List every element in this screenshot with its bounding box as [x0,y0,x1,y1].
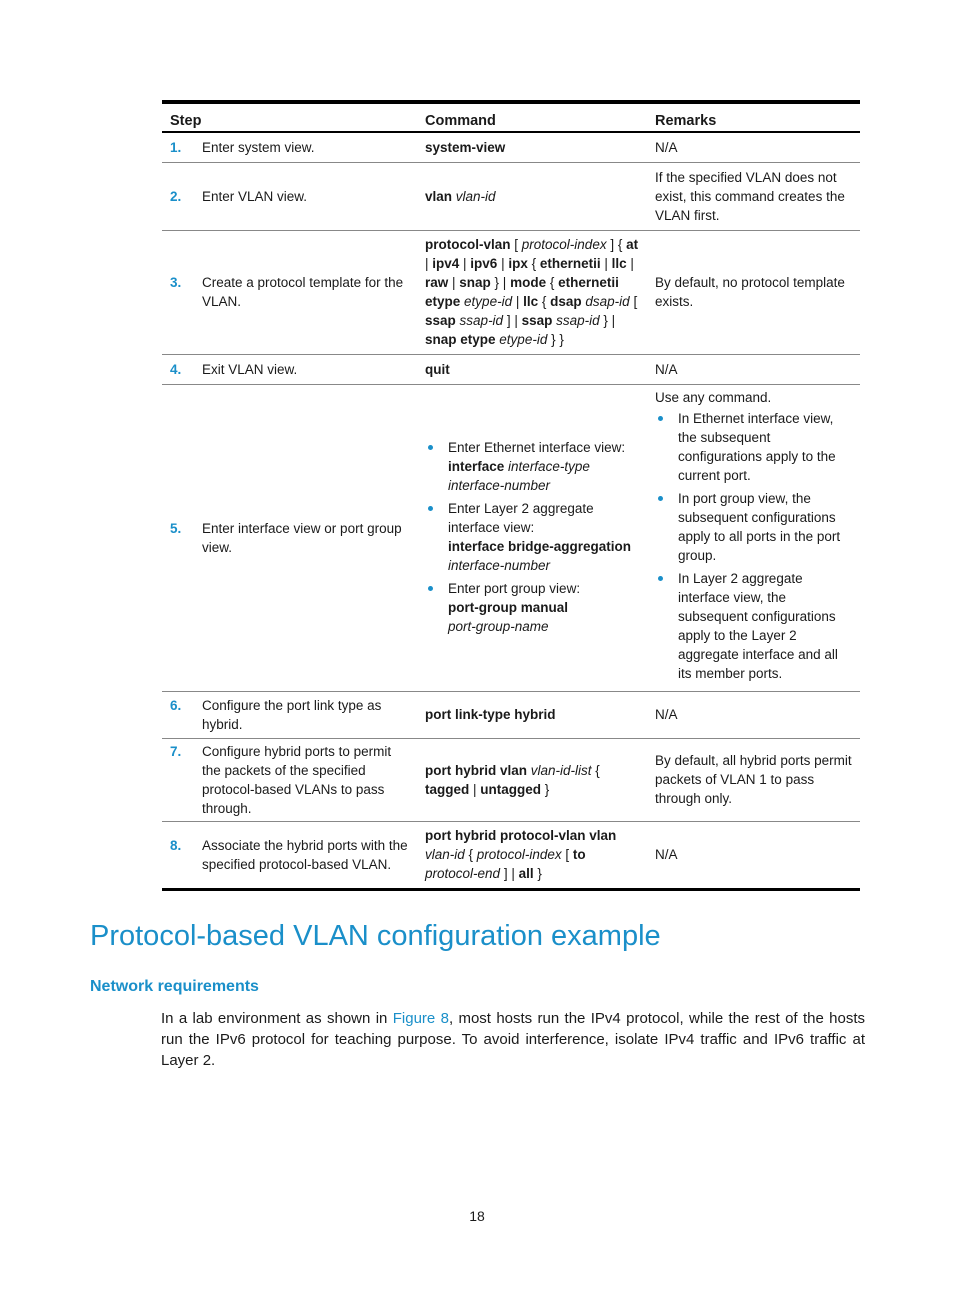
step-text: Enter system view. [202,139,315,155]
command-cell: protocol-vlan [ protocol-index ] { at | ipv4 | ipv6 | ipx { ethernetii | llc | raw | snap } | mode { ethernetii etype etype-id | llc { dsap dsap-id [ ssap ssap-id ] | ssap ssap-id } | snap etype etype-id } } [417,230,647,354]
step-text: Exit VLAN view. [202,361,298,377]
step-number: 7. [170,743,182,759]
step-number: 4. [170,361,182,377]
step-number: 6. [170,697,182,713]
remarks-cell: N/A [647,821,860,889]
header-command: Command [417,102,647,132]
table-row [162,162,860,230]
section-title: Protocol-based VLAN configuration example [90,920,661,952]
table-row [162,691,860,738]
remarks-cell: By default, all hybrid ports permit packets of VLAN 1 to pass through only. [647,738,860,821]
step-text: Enter interface view or port group view. [202,520,402,555]
command-cell [417,132,647,162]
remarks-intro: Use any command. [655,390,772,405]
step-text: Configure hybrid ports to permit the packets of the specified protocol-based VLANs to pass through. [202,743,392,816]
step-number: 8. [170,837,182,853]
step-number: 3. [170,275,182,290]
step-text: Configure the port link type as hybrid. [202,697,382,732]
command-cell: port link-type hybrid [417,691,647,738]
list-item: In port group view, the subsequent configurations apply to all ports in the port group. [655,489,852,565]
table-row [162,230,860,354]
remarks-cell: N/A [647,132,860,162]
body-paragraph: In a lab environment as shown in Figure 8, most hosts run the IPv4 protocol, while the rest of the hosts run the IPv6 protocol for teaching purpose. To avoid interference, isolate IPv4 traffic and IPv6 traffic at Layer 2. [161,1010,865,1069]
cmd-keyword: system-view [425,139,506,155]
list-item: In Layer 2 aggregate interface view, the subsequent configurations apply to the Layer 2 aggregate interface and all its member ports. [655,569,852,683]
remarks-cell: N/A [647,691,860,738]
table-header-row [162,102,860,132]
figure-link[interactable]: Figure 8 [392,1010,449,1027]
table-row [162,384,860,691]
command-cell: vlan vlan-id [417,162,647,230]
command-cell: port hybrid protocol-vlan vlan vlan-id { protocol-index [ to protocol-end ] | all } [417,821,647,889]
step-number: 1. [170,139,182,155]
list-item: Enter Ethernet interface view: interface interface-type interface-number [425,438,639,495]
table-row [162,354,860,384]
subsection-title: Network requirements [90,978,259,995]
step-text: Enter VLAN view. [202,188,308,204]
remarks-cell [647,384,860,691]
remarks-cell: If the specified VLAN does not exist, this command creates the VLAN first. [647,162,860,230]
remarks-cell: N/A [647,354,860,384]
command-cell [417,384,647,691]
step-text: Create a protocol template for the VLAN. [202,275,404,309]
table-row [162,738,860,821]
step-text: Associate the hybrid ports with the specified protocol-based VLAN. [202,837,408,872]
list-item: Enter port group view: port-group manual port-group-name [425,579,639,636]
command-cell: port hybrid vlan vlan-id-list { tagged | untagged } [417,738,647,821]
step-number: 2. [170,188,182,204]
command-cell: quit [417,354,647,384]
table-row [162,132,860,162]
header-remarks: Remarks [647,102,860,132]
header-step: Step [162,102,417,132]
table-row [162,821,860,889]
command-table [162,100,860,891]
remarks-cell: By default, no protocol template exists. [647,230,860,354]
list-item: Enter Layer 2 aggregate interface view: interface bridge-aggregation interface-number [425,499,639,575]
page-number: 18 [469,1208,485,1224]
list-item: In Ethernet interface view, the subsequent configurations apply to the current port. [655,409,852,485]
step-number: 5. [170,520,182,536]
